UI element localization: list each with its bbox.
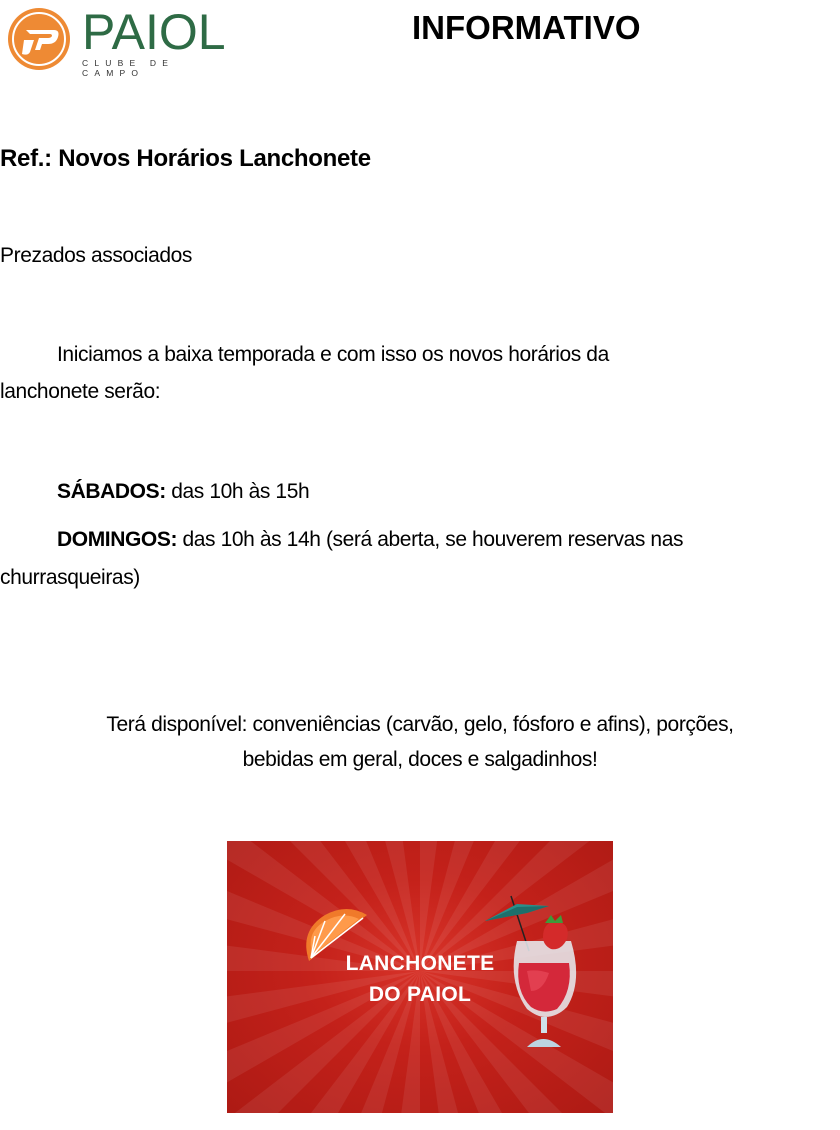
banner-title-line-2: DO PAIOL xyxy=(368,983,472,1006)
greeting: Prezados associados xyxy=(0,244,193,267)
reference-heading: Ref.: Novos Horários Lanchonete xyxy=(0,145,371,172)
banner-title-line-1: LANCHONETE xyxy=(345,952,495,975)
schedule-sunday-continuation: churrasqueiras) xyxy=(0,566,140,589)
paiol-logo xyxy=(2,2,240,76)
intro-line-1: Iniciamos a baixa temporada e com isso os novos horários da xyxy=(57,343,609,366)
lanchonete-banner xyxy=(227,841,613,1113)
availability-line-2: bebidas em geral, doces e salgadinhos! xyxy=(242,748,598,771)
intro-line-2: lanchonete serão: xyxy=(0,380,161,403)
logo-tagline: CLUBE DE CAMPO xyxy=(82,58,175,78)
schedule-hours: das 10h às 15h xyxy=(165,480,310,503)
page-title: INFORMATIVO xyxy=(412,9,641,46)
schedule-hours: das 10h às 14h (será aberta, se houverem reservas nas xyxy=(177,528,684,551)
schedule-day-label: DOMINGOS: xyxy=(57,528,178,551)
logo-wordmark: PAIOL xyxy=(82,4,226,60)
schedule-sunday xyxy=(57,528,683,552)
paiol-emblem-icon xyxy=(2,2,76,76)
availability-line-1: Terá disponível: conveniências (carvão, gelo, fósforo e afins), porções, xyxy=(106,713,734,736)
schedule-saturday xyxy=(57,480,309,504)
schedule-day-label: SÁBADOS: xyxy=(57,480,166,503)
